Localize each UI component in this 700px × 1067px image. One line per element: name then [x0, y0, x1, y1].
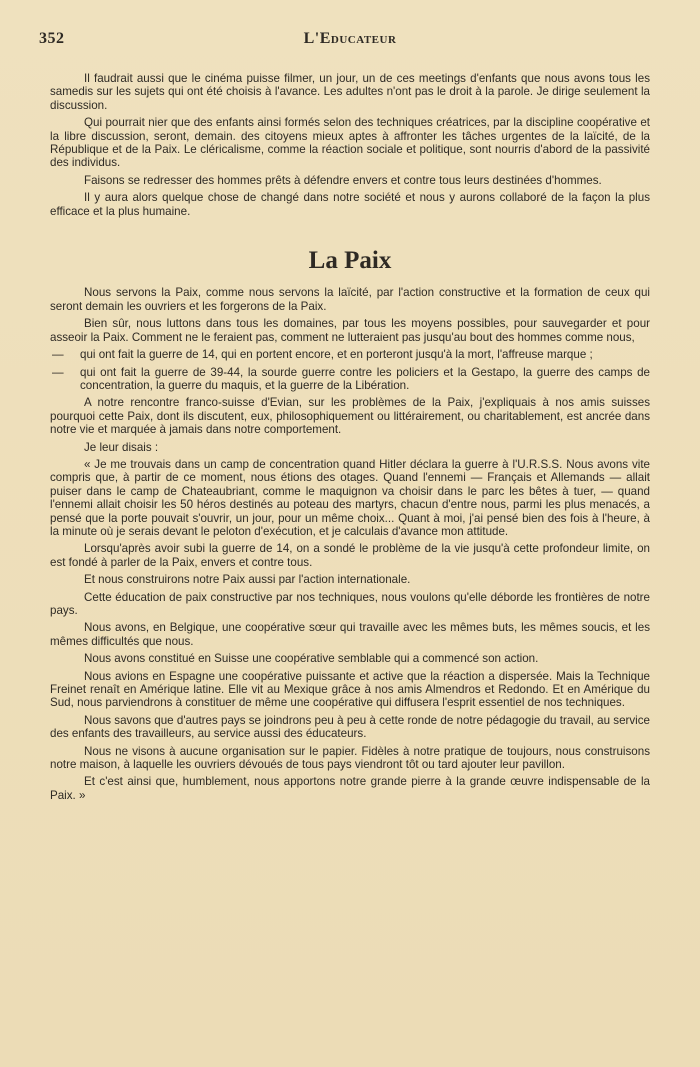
section-paragraph: Nous avons constitué en Suisse une coopérative semblable qui a commencé son action. [84, 652, 539, 666]
section-paragraph: Nous servons la Paix, comme nous servons la laïcité, par l'action constructive et la formation de ceux qui seront demain les ouvriers et les forgerons de la Paix. [50, 286, 650, 313]
section-paragraph: Nous ne visons à aucune organisation sur le papier. Fidèles à notre pratique de toujours, nous construisons notre maison, à laquelle les ouvriers dévoués de tous pays viendront tôt ou tard ajouter leur pavillon. [50, 744, 650, 772]
dash-marker: — [52, 365, 64, 379]
intro-paragraph: Il y aura alors quelque chose de changé dans notre société et nous y aurons collaboré de la façon la plus efficace et la plus humaine. [50, 191, 650, 218]
article-body [50, 72, 650, 802]
section-paragraph: Bien sûr, nous luttons dans tous les domaines, par tous les moyens possibles, pour sauvegarder et pour asseoir la Paix. Comment ne le feraient pas, comment ne lutteraient pas jusqu'au bout des hommes comme nous, [50, 317, 650, 344]
journal-title: L'Educateur [303, 30, 397, 47]
intro-paragraph: Il faudrait aussi que le cinéma puisse filmer, un jour, un de ces meetings d'enfants que nous avons tous les samedis sur les sujets qui ont été choisis à l'avance. Les adultes n'ont pas le droit à la parole. Je dirige seulement la discussion. [50, 72, 650, 112]
section-paragraph: Je leur disais : [84, 440, 159, 454]
intro-paragraph: Faisons se redresser des hommes prêts à défendre envers et contre tous leurs destinées d'hommes. [84, 173, 602, 187]
section-paragraph: Nous avions en Espagne une coopérative puissante et active que la réaction a dispersée. Mais la Technique Freinet renaît en Amérique latine. Elle vit au Mexique grâce à nos amis Almendros et Redondo. Et en Amérique du Sud, nous parviendrons à constituer de même une coopérative qui diffusera l'esprit essentiel de nos techniques. [50, 669, 650, 710]
section-paragraph: Cette éducation de paix constructive par nos techniques, nous voulons qu'elle déborde les frontières de notre pays. [50, 590, 650, 617]
section-paragraph: A notre rencontre franco-suisse d'Evian, sur les problèmes de la Paix, j'expliquais à nos amis suisses pourquoi cette Paix, dont ils discutent, eux, philosophiquement ou littérairement, ou charitablement, est ancrée dans notre vie et marquée à jamais dans notre comportement. [50, 396, 650, 437]
dash-marker: — [52, 348, 64, 362]
section-paragraph: Et nous construirons notre Paix aussi par l'action internationale. [84, 573, 411, 587]
dash-list-item [50, 348, 650, 361]
intro-paragraph: Qui pourrait nier que des enfants ainsi formés selon des techniques créatrices, par la discipline coopérative et la libre discussion, seront, demain. des citoyens mieux aptes à affronter les tâches urgentes de la laïcité, de la République et de la Paix. Le cléricalisme, comme la réaction sociale et politique, sont nourris d'abord de la passivité des individus. [50, 116, 650, 170]
section-paragraph: Nous savons que d'autres pays se joindrons peu à peu à cette ronde de notre pédagogie du travail, au service des enfants des travailleurs, au service aussi des éducateurs. [50, 713, 650, 741]
section-paragraph: Lorsqu'après avoir subi la guerre de 14, on a sondé le problème de la vie jusqu'à cette profondeur limite, on est fondé à parler de la Paix, envers et contre tous. [50, 542, 650, 569]
section-paragraph: Nous avons, en Belgique, une coopérative sœur qui travaille avec les mêmes buts, les mêmes soucis, et les mêmes difficultés que nous. [50, 621, 650, 648]
section-title: La Paix [308, 247, 392, 275]
page-header [39, 30, 650, 52]
section-paragraph: Et c'est ainsi que, humblement, nous apportons notre grande pierre à la grande œuvre indispensable de la Paix. » [50, 775, 650, 802]
quote-paragraph: « Je me trouvais dans un camp de concentration quand Hitler déclara la guerre à l'U.R.S.S. Nous avons vite compris que, à partir de ce moment, nous étions des otages. Quand l'ennemi — Français et Allemands — allait puiser dans le camp de Chateaubriant, comme le maquignon va choisir dans le parc les bêtes à tuer, — quand l'ennemi allait choisir les 50 héros destinés au poteau des martyrs, chacun d'entre nous, parmi les plus menacés, a pensé que la porte pouvait s'ouvrir, un jour, pour un même choix... Quant à moi, j'ai pensé bien des fois à l'heure, à la minute où je serais devant le peloton d'exécution, et je calculais d'avance mon attitude. [50, 457, 650, 538]
dash-item-text: qui ont fait la guerre de 39-44, la sourde guerre contre les policiers et la Gestapo, la guerre des camps de concentration, la guerre du maquis, et la guerre de la Libération. [80, 365, 650, 392]
dash-item-text: qui ont fait la guerre de 14, qui en portent encore, et en porteront jusqu'à la mort, l'affreuse marque ; [80, 348, 593, 362]
page-number: 352 [39, 30, 65, 47]
dash-list-item [50, 366, 650, 393]
